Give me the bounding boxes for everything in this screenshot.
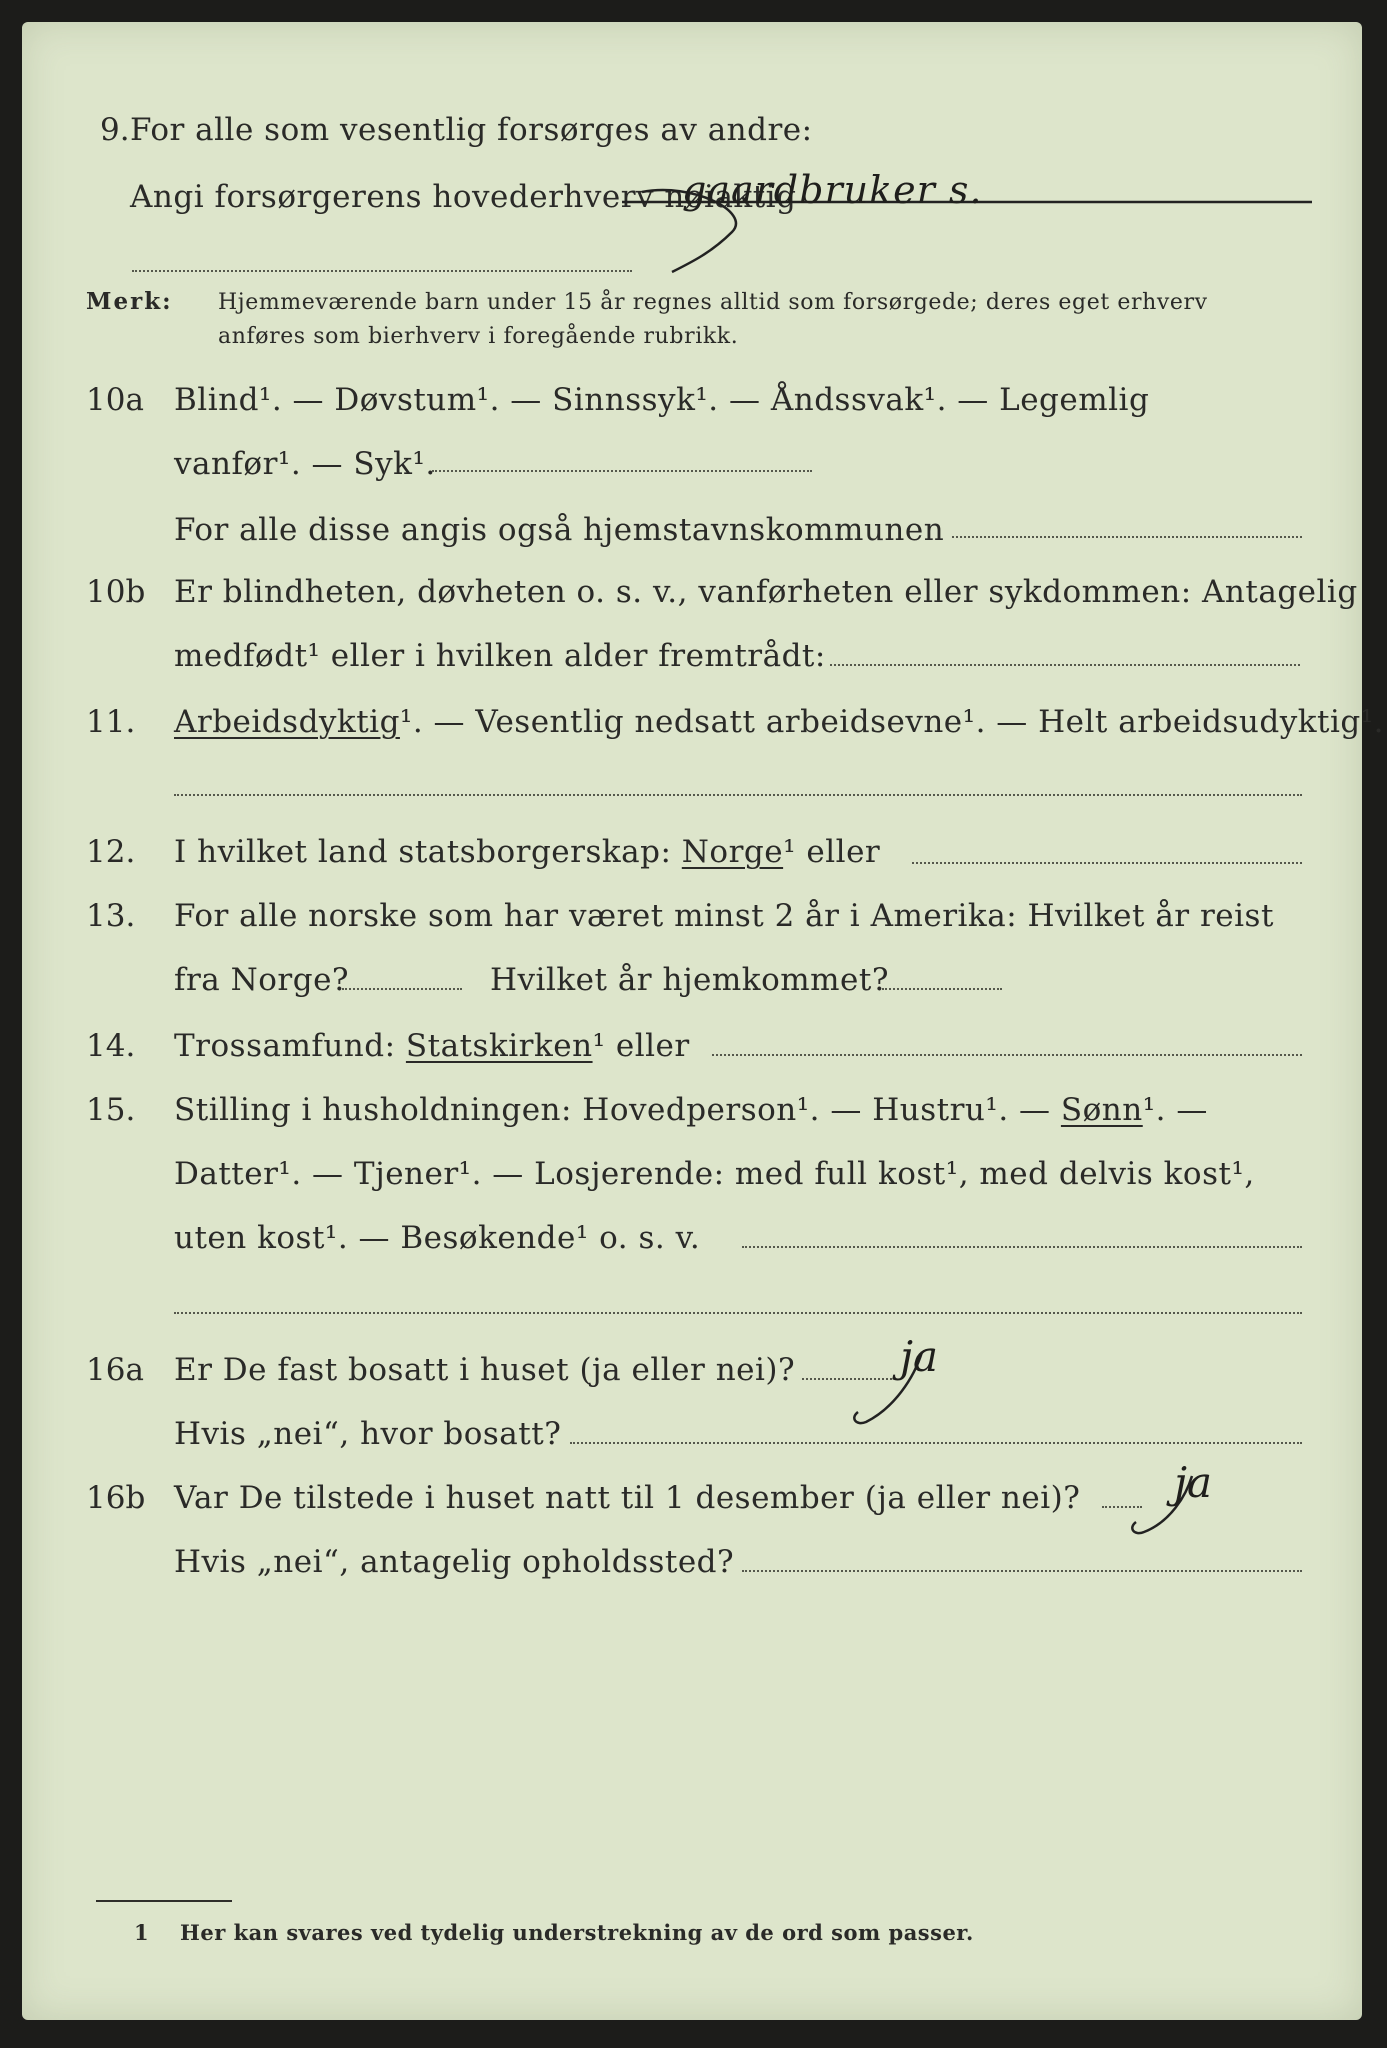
q16a-number: 16a [86,1352,144,1388]
q10a-line1: Blind¹. — Døvstum¹. — Sinnssyk¹. — Åndssvak¹. — Legemlig [174,382,1150,418]
q16b-line1: Var De tilstede i huset natt til 1 desember (ja eller nei)? [174,1480,1081,1516]
q13-number: 13. [86,898,136,934]
q13-line2a: fra Norge? [174,962,350,998]
q13-year-hjem-rule [882,988,1002,990]
q16a-line2-rule [570,1442,1302,1444]
q16b-line2-rule [742,1570,1302,1572]
q14-option-statskirken: Statskirken [405,1028,593,1064]
q16a-line2: Hvis „nei“, hvor bosatt? [174,1416,562,1452]
merk-label: Merk: [86,288,173,315]
q15-line2: Datter¹. — Tjener¹. — Losjerende: med full kost¹, med delvis kost¹, [174,1156,1255,1192]
q15-line1 [174,1092,1208,1128]
q15-extra-rule [174,1312,1302,1314]
q11-option-arbeidsdyktig: Arbeidsdyktig [174,704,400,740]
q14-number: 14. [86,1028,136,1064]
q16b-handwritten-answer [1122,1458,1282,1546]
q10a-line3: For alle disse angis også hjemstavnskommunen [174,512,945,548]
q10b-number: 10b [86,574,146,610]
q12-line [174,834,880,870]
q16a-line1: Er De fast bosatt i huset (ja eller nei)? [174,1352,796,1388]
q9-answer-text: gaardbruker s. [682,168,983,212]
q16b-answer-text: ja [1174,1458,1213,1507]
q12-rule [912,862,1302,864]
q12-post: ¹ eller [783,834,881,870]
q12-pre: I hvilket land statsborgerskap: [174,834,672,870]
q9-number: 9. [100,112,130,148]
q11-rule [174,794,1302,796]
q10a-number: 10a [86,382,144,418]
q11-rest: ¹. — Vesentlig nedsatt arbeidsevne¹. — Helt arbeidsudyktig¹. [399,704,1385,740]
q9-line2: Angi forsørgerens hovederhverv nøiaktig [130,179,797,215]
q11-number: 11. [86,704,136,740]
q9-line1: For alle som vesentlig forsørges av andre: [130,112,813,148]
census-form-sheet [22,22,1385,2020]
merk-line1: Hjemmeværende barn under 15 år regnes alltid som forsørgede; deres eget erhverv [218,290,1208,315]
q10a-line2-rule [432,470,812,472]
q10a-line2: vanfør¹. — Syk¹. [174,446,436,482]
footnote-mark: 1 [134,1920,150,1945]
q11-line [174,704,1384,740]
q14-pre: Trossamfund: [174,1028,396,1064]
q15-line3-rule [742,1246,1302,1248]
q10b-line1: Er blindheten, døvheten o. s. v., vanførheten eller sykdommen: Antagelig [174,574,1358,610]
q15-line1b: ¹. — [1142,1092,1208,1128]
q13-year-reist-rule [342,988,462,990]
q15-line3: uten kost¹. — Besøkende¹ o. s. v. [174,1220,701,1256]
q14-rule [712,1054,1302,1056]
q15-option-sonn: Sønn [1060,1092,1143,1128]
q16b-number: 16b [86,1480,146,1516]
q15-number: 15. [86,1092,136,1128]
q12-option-norge: Norge [681,834,784,870]
merk-line2: anføres som bierhverv i foregående rubrikk. [218,324,739,349]
q10a-line3-rule [952,536,1302,538]
q16a-handwritten-answer [842,1332,1002,1448]
q13-line2b: Hvilket år hjemkommet? [490,962,889,998]
q9-rule [132,270,632,272]
q10b-rule [830,664,1300,666]
q14-line [174,1028,690,1064]
q12-number: 12. [86,834,136,870]
q10b-line2: medfødt¹ eller i hvilken alder fremtrådt: [174,638,826,674]
q16b-line2: Hvis „nei“, antagelig opholdssted? [174,1544,735,1580]
q16a-answer-text: ja [900,1332,939,1381]
q9-handwritten-answer [612,168,1332,282]
footnote-rule [96,1900,232,1902]
q14-post: ¹ eller [592,1028,690,1064]
q13-line1: For alle norske som har været minst 2 år i Amerika: Hvilket år reist [174,898,1274,934]
footnote-text: Her kan svares ved tydelig understrekning av de ord som passer. [180,1920,974,1945]
q15-line1a: Stilling i husholdningen: Hovedperson¹. — Hustru¹. — [174,1092,1051,1128]
